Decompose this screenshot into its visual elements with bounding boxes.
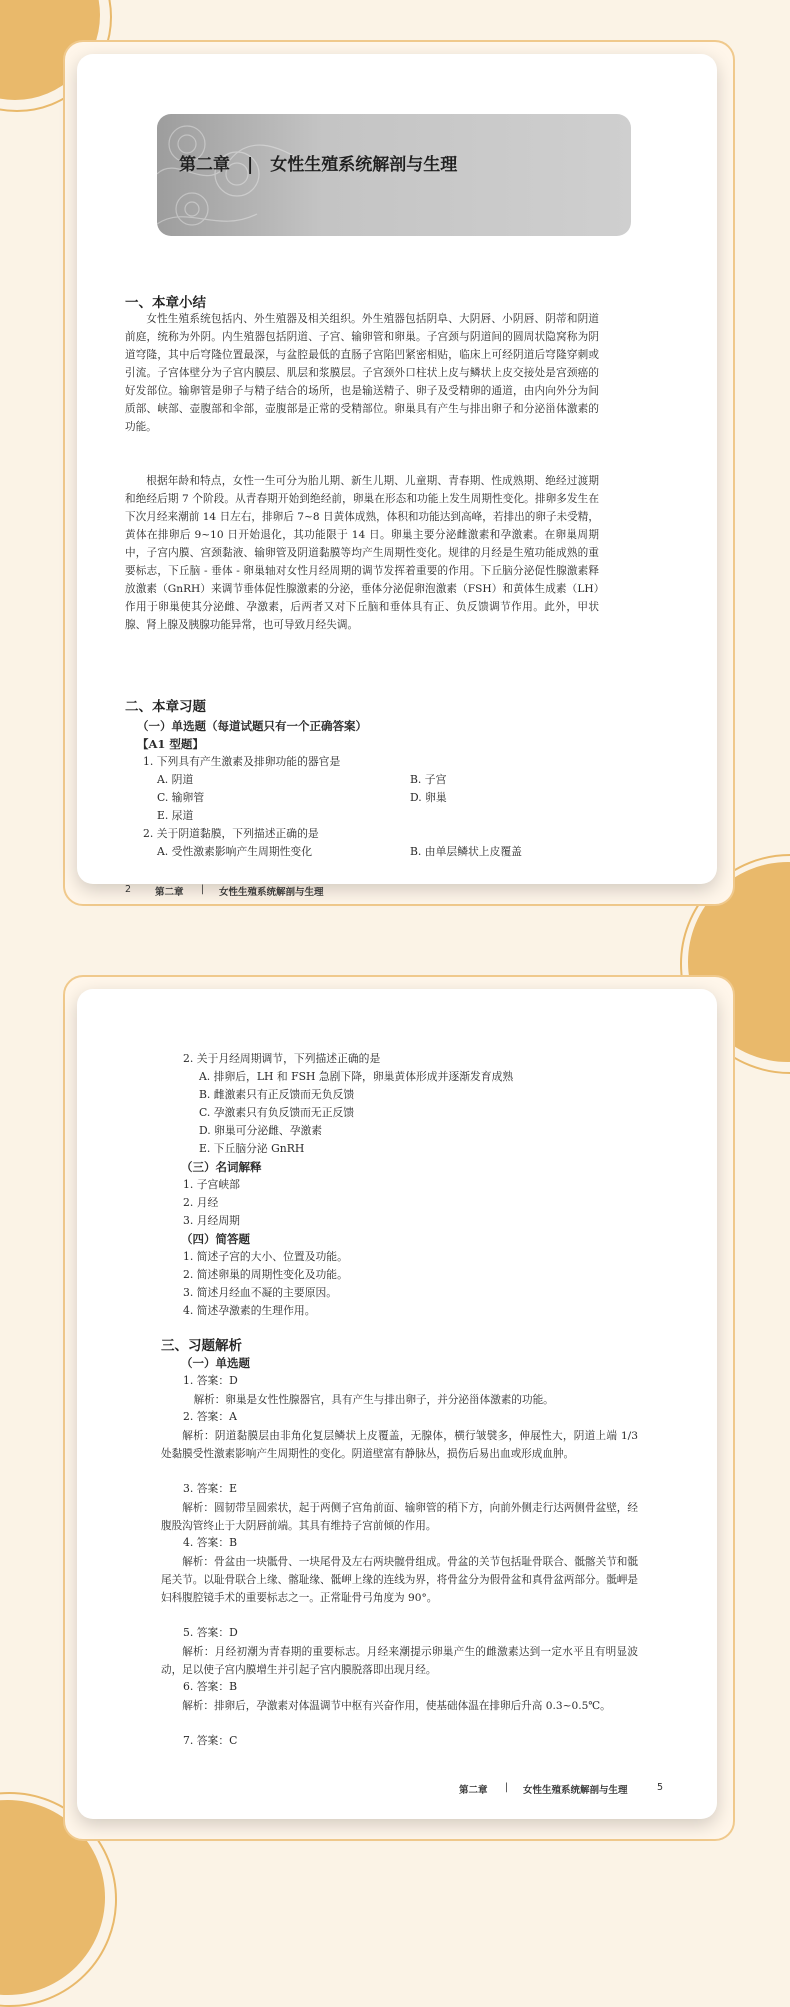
summary-paragraph-1: 女性生殖系统包括内、外生殖器及相关组织。外生殖器包括阴阜、大阴唇、小阴唇、阴蒂和阴道前庭，统称为外阴。内生殖器包括阴道、子宫、输卵管和卵巢。子宫颈与阴道间的圆周状隐窝称为阴道穹隆，其中后穹隆位置最深，与盆腔最低的直肠子宫陷凹紧密相贴，临床上可经阴道后穹隆穿刺或引流。子宫体壁分为子宫内膜层、肌层和浆膜层。子宫颈外口柱状上皮与鳞状上皮交接处是宫颈癌的好发部位。输卵管是卵子与精子结合的场所，也是输送精子、卵子及受精卵的通道，由内向外分为间质部、峡部、壶腹部和伞部，壶腹部是正常的受精部位。卵巢具有产生与排出卵子和分泌甾体激素的功能。	[125, 313, 599, 433]
short-question-1: 1. 简述子宫的大小、位置及功能。	[183, 1250, 348, 1263]
answer-3: 3. 答案：E	[183, 1482, 238, 1495]
book-page-2	[77, 989, 717, 1819]
term-1: 1. 子宫峡部	[183, 1178, 240, 1191]
footer-chapter: 第二章	[155, 887, 184, 898]
answer-7: 7. 答案：C	[183, 1734, 238, 1747]
question-1: 1. 下列具有产生激素及排卵功能的器官是	[143, 755, 341, 768]
chapter-title: 第二章 | 女性生殖系统解剖与生理	[179, 155, 458, 175]
section-title-summary: 一、本章小结	[125, 295, 206, 311]
answer-2: 2. 答案：A	[183, 1410, 237, 1423]
subsection-single-choice: （一）单选题（每道试题只有一个正确答案）	[137, 719, 367, 733]
footer-chapter: 第二章	[459, 1785, 488, 1796]
answer-3-explanation: 解析：圆韧带呈圆索状，起于两侧子宫角前面、输卵管的稍下方，向前外侧走行达两侧骨盆壁，经腹股沟管终止于大阴唇前端。其具有维持子宫前倾的作用。	[161, 1502, 638, 1532]
option-2e: E. 下丘脑分泌 GnRH	[199, 1142, 305, 1155]
floral-pattern-icon	[157, 114, 307, 236]
summary-paragraph-2: 根据年龄和特点，女性一生可分为胎儿期、新生儿期、儿童期、青春期、性成熟期、绝经过渡期和绝经后期 7 个阶段。从青春期开始到绝经前，卵巢在形态和功能上发生周期性变化。排卵多发生在下次月经来潮前 14 日左右，排卵后 7~8 日黄体成熟，体积和功能达到高峰，若排出的卵子未受精，黄体在排卵后 9~10 日开始退化，其功能限于 14 日。卵巢主要分泌雌激素和孕激素。在卵巢周期中，子宫内膜、宫颈黏液、输卵管及阴道黏膜等均产生周期性变化。规律的月经是生殖功能成熟的重要标志，下丘脑 - 垂体 - 卵巢轴对女性月经周期的调节发挥着重要的作用。下丘脑分泌促性腺激素释放激素（GnRH）来调节垂体促性腺激素的分泌，垂体分泌促卵泡激素（FSH）和黄体生成素（LH）作用于卵巢使其分泌雌、孕激素，后两者又对下丘脑和垂体具有正、负反馈调节作用。此外，甲状腺、肾上腺及胰腺功能异常，也可导致月经失调。	[125, 475, 599, 631]
option-2a: A. 排卵后，LH 和 FSH 急剧下降，卵巢黄体形成并逐渐发育成熟	[199, 1070, 514, 1083]
answer-5: 5. 答案：D	[183, 1626, 238, 1639]
question-2: 2. 关于阴道黏膜，下列描述正确的是	[143, 827, 319, 840]
answer-6: 6. 答案：B	[183, 1680, 238, 1693]
footer-chapter-title: 女性生殖系统解剖与生理	[523, 1785, 628, 1796]
answer-1: 1. 答案：D	[183, 1374, 238, 1387]
subsection-single-choice-answers: （一）单选题	[181, 1356, 250, 1370]
book-page-1	[77, 54, 717, 898]
subsection-short-answer: （四）简答题	[181, 1232, 250, 1246]
subsection-term-definitions: （三）名词解释	[181, 1160, 262, 1174]
option-2b: B. 由单层鳞状上皮覆盖	[410, 845, 522, 858]
term-2: 2. 月经	[183, 1196, 219, 1209]
chapter-banner	[157, 114, 631, 236]
short-question-4: 4. 简述孕激素的生理作用。	[183, 1304, 316, 1317]
answer-4: 4. 答案：B	[183, 1536, 238, 1549]
option-1a: A. 阴道	[157, 773, 194, 786]
option-1d: D. 卵巢	[410, 791, 447, 804]
answer-1-explanation: 解析：卵巢是女性性腺器官，具有产生与排出卵子，并分泌甾体激素的功能。	[193, 1394, 554, 1406]
section-title-exercises: 二、本章习题	[125, 699, 206, 715]
option-2d: D. 卵巢可分泌雌、孕激素	[199, 1124, 323, 1137]
page-number: 5	[657, 1782, 664, 1793]
section-title-answers: 三、习题解析	[161, 1338, 242, 1354]
short-question-2: 2. 简述卵巢的周期性变化及功能。	[183, 1268, 348, 1281]
question-2: 2. 关于月经周期调节，下列描述正确的是	[183, 1052, 381, 1065]
answer-6-explanation: 解析：排卵后，孕激素对体温调节中枢有兴奋作用，使基础体温在排卵后升高 0.3~0.5℃。	[182, 1700, 611, 1712]
short-question-3: 3. 简述月经血不凝的主要原因。	[183, 1286, 338, 1299]
answer-5-explanation: 解析：月经初潮为青春期的重要标志。月经来潮提示卵巢产生的雌激素达到一定水平且有明显波动，足以使子宫内膜增生并引起子宫内膜脱落即出现月经。	[161, 1646, 638, 1676]
answer-2-explanation: 解析：阴道黏膜层由非角化复层鳞状上皮覆盖，无腺体，横行皱襞多，伸展性大，阴道上端 1/3 处黏膜受性激素影响产生周期性的变化。阴道壁富有静脉丛，损伤后易出血或形成血肿。	[161, 1430, 638, 1460]
option-2c: C. 孕激素只有负反馈而无正反馈	[199, 1106, 355, 1119]
option-2b: B. 雌激素只有正反馈而无负反馈	[199, 1088, 355, 1101]
answer-4-explanation: 解析：骨盆由一块骶骨、一块尾骨及左右两块髋骨组成。骨盆的关节包括耻骨联合、骶髂关节和骶尾关节。以耻骨联合上缘、髂耻缘、骶岬上缘的连线为界，将骨盆分为假骨盆和真骨盆两部分。骶岬是妇科腹腔镜手术的重要标志之一。正常耻骨弓角度为 90°。	[161, 1556, 638, 1604]
footer-separator: |	[505, 1782, 509, 1793]
term-3: 3. 月经周期	[183, 1214, 240, 1227]
option-1e: E. 尿道	[157, 809, 194, 822]
footer-chapter-title: 女性生殖系统解剖与生理	[219, 887, 324, 898]
question-type-label: 【A1 型题】	[137, 737, 204, 751]
option-1b: B. 子宫	[410, 773, 447, 786]
page-number: 2	[125, 884, 132, 895]
option-1c: C. 输卵管	[157, 791, 205, 804]
option-2a: A. 受性激素影响产生周期性变化	[157, 845, 313, 858]
footer-separator: |	[201, 884, 205, 895]
